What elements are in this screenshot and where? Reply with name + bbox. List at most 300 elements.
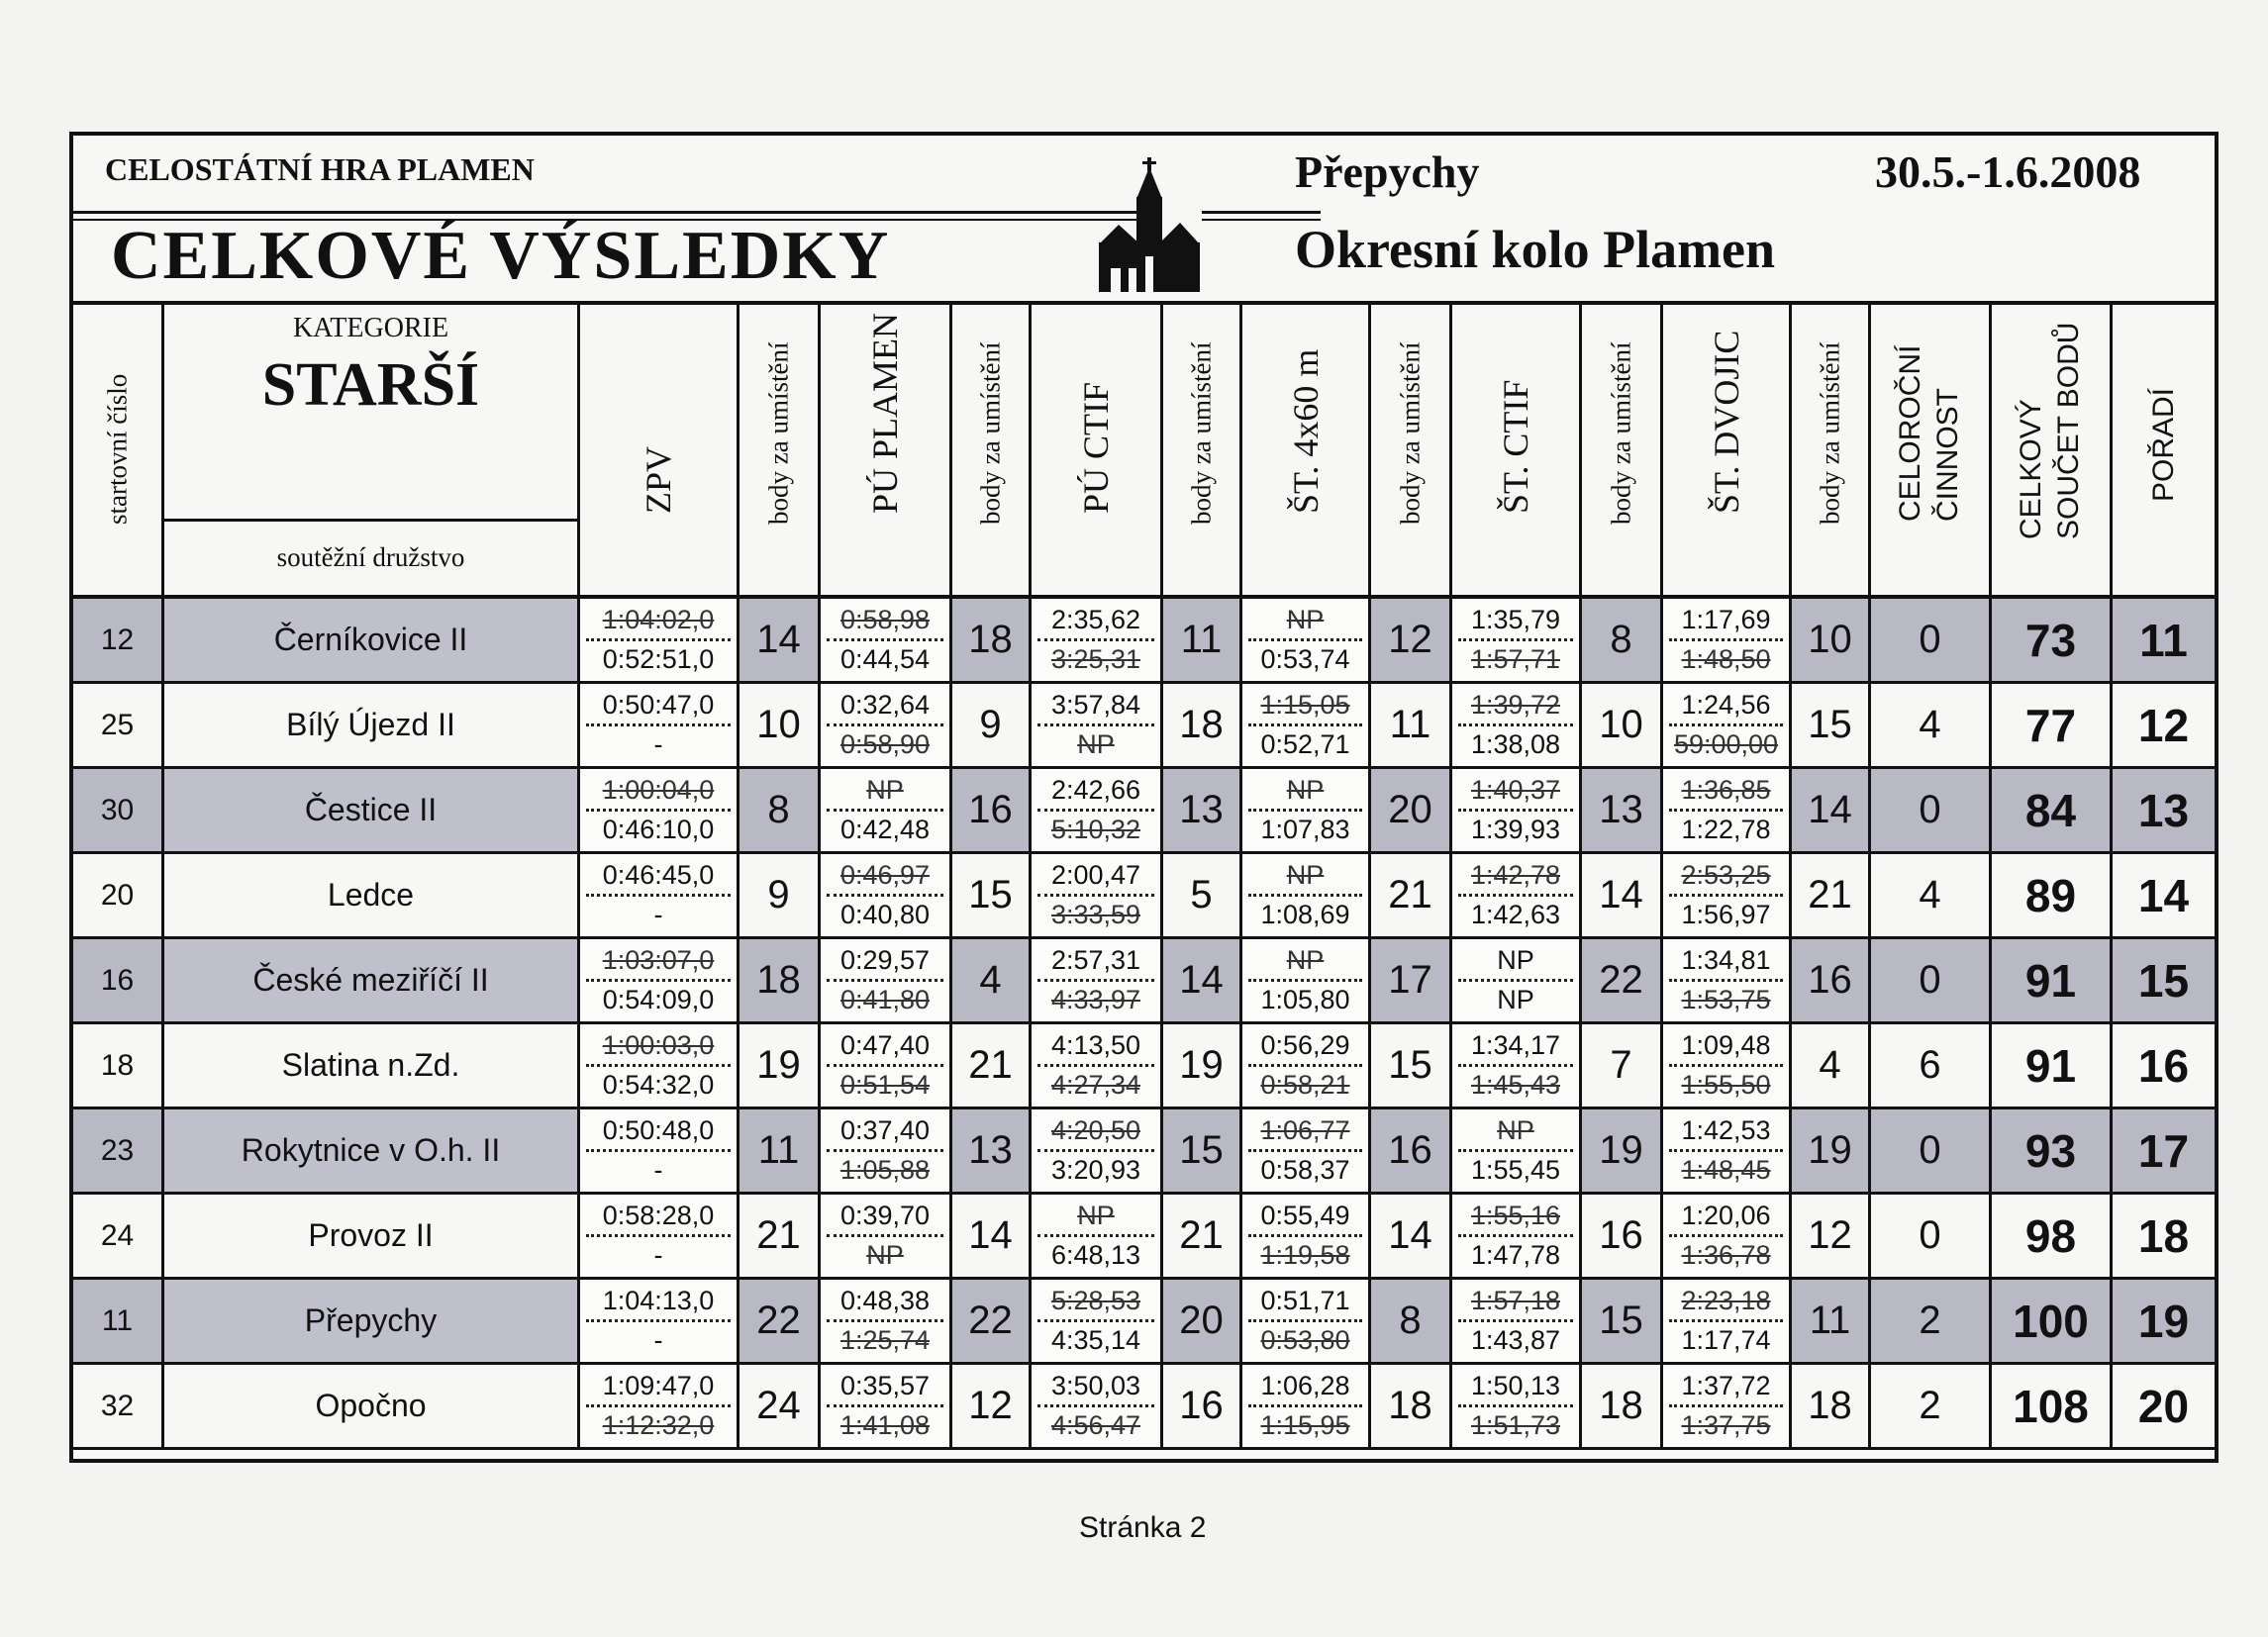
st-dvojic-points: 14	[1792, 769, 1871, 851]
col-points-label: body za umístění	[1186, 341, 1216, 525]
second-attempt-time: 1:38,08	[1470, 729, 1561, 759]
celorocni-value: 4	[1871, 684, 1992, 766]
total-points: 89	[1992, 854, 2113, 936]
team-name: České meziříčí II	[164, 939, 580, 1021]
pu-plamen-times	[821, 1365, 952, 1447]
celorocni-value: 0	[1871, 939, 1992, 1021]
event-place: Přepychy	[1295, 146, 1480, 197]
st-dvojic-points: 16	[1792, 939, 1871, 1021]
second-attempt-time: 1:55,45	[1470, 1155, 1561, 1185]
first-attempt-time: 2:53,25	[1669, 857, 1783, 897]
rank: 11	[2113, 599, 2215, 681]
second-attempt-time: 1:15,95	[1260, 1410, 1350, 1440]
col-points-4	[1371, 301, 1452, 595]
pu-plamen-points: 22	[952, 1280, 1032, 1362]
category-divider	[164, 519, 577, 522]
second-attempt-time: 0:58,37	[1260, 1155, 1350, 1185]
pu-ctif-points: 21	[1163, 1195, 1242, 1277]
second-attempt-time: 1:17,74	[1681, 1325, 1771, 1355]
st-dvojic-times	[1663, 939, 1792, 1021]
celorocni-value: 0	[1871, 769, 1992, 851]
st-dvojic-times	[1663, 1109, 1792, 1192]
zpv-points: 10	[740, 684, 821, 766]
first-attempt-time: 0:32,64	[827, 687, 943, 726]
celorocni-value: 0	[1871, 599, 1992, 681]
col-celorocni-line2: ČINNOST	[1930, 388, 1964, 522]
zpv-times	[580, 1365, 740, 1447]
first-attempt-time: 1:09:47,0	[586, 1368, 731, 1407]
pu-ctif-points: 19	[1163, 1024, 1242, 1107]
first-attempt-time: 1:37,72	[1669, 1368, 1783, 1407]
col-celkovy	[1992, 301, 2113, 595]
team-name: Čestice II	[164, 769, 580, 851]
st-ctif-points: 16	[1582, 1195, 1663, 1277]
pu-plamen-times	[821, 1280, 952, 1362]
team-name: Bílý Újezd II	[164, 684, 580, 766]
first-attempt-time: 0:55,49	[1248, 1198, 1362, 1237]
st-ctif-times	[1452, 939, 1582, 1021]
rank: 19	[2113, 1280, 2215, 1362]
table-row	[73, 1365, 2215, 1450]
pu-plamen-points: 12	[952, 1365, 1032, 1447]
second-attempt-time: 1:56,97	[1681, 900, 1771, 929]
col-poradi	[2113, 301, 2215, 595]
pu-plamen-points: 21	[952, 1024, 1032, 1107]
col-celkovy-line1: CELKOVÝ	[2014, 399, 2047, 539]
st-4x60-times	[1242, 684, 1371, 766]
start-number: 30	[73, 769, 164, 851]
st-dvojic-times	[1663, 1280, 1792, 1362]
pu-ctif-times	[1032, 769, 1163, 851]
first-attempt-time: 4:20,50	[1037, 1112, 1154, 1152]
st-4x60-points: 11	[1371, 684, 1452, 766]
second-attempt-time: 0:54:32,0	[602, 1070, 715, 1100]
first-attempt-time: 0:46:45,0	[586, 857, 731, 897]
st-dvojic-points: 18	[1792, 1365, 1871, 1447]
second-attempt-time: 0:58,90	[839, 729, 931, 759]
col-points-2	[952, 301, 1032, 595]
first-attempt-time: 1:40,37	[1458, 772, 1573, 812]
zpv-points: 18	[740, 939, 821, 1021]
first-attempt-time: 1:09,48	[1669, 1027, 1783, 1067]
celorocni-value: 2	[1871, 1280, 1992, 1362]
second-attempt-time: 0:44,54	[839, 644, 931, 674]
st-4x60-times	[1242, 1195, 1371, 1277]
second-attempt-time: 59:00,00	[1673, 729, 1779, 759]
st-4x60-times	[1242, 1280, 1371, 1362]
st-ctif-points: 22	[1582, 939, 1663, 1021]
start-number: 25	[73, 684, 164, 766]
first-attempt-time: 0:29,57	[827, 942, 943, 982]
second-attempt-time: -	[653, 729, 663, 759]
pu-plamen-times	[821, 854, 952, 936]
pu-plamen-points: 4	[952, 939, 1032, 1021]
first-attempt-time: NP	[1248, 602, 1362, 641]
first-attempt-time: 1:24,56	[1669, 687, 1783, 726]
first-attempt-time: NP	[1248, 772, 1362, 812]
start-number: 16	[73, 939, 164, 1021]
first-attempt-time: 3:50,03	[1037, 1368, 1154, 1407]
second-attempt-time: 3:25,31	[1050, 644, 1141, 674]
second-attempt-time: 1:48,45	[1681, 1155, 1771, 1185]
start-number: 24	[73, 1195, 164, 1277]
first-attempt-time: 1:20,06	[1669, 1198, 1783, 1237]
table-row	[73, 684, 2215, 769]
zpv-points: 24	[740, 1365, 821, 1447]
team-name: Opočno	[164, 1365, 580, 1447]
first-attempt-time: NP	[827, 772, 943, 812]
pu-ctif-points: 15	[1163, 1109, 1242, 1192]
table-row	[73, 939, 2215, 1024]
second-attempt-time: 1:45,43	[1470, 1070, 1561, 1100]
zpv-times	[580, 1280, 740, 1362]
event-round: Okresní kolo Plamen	[1295, 220, 1776, 279]
second-attempt-time: 0:58,21	[1260, 1070, 1350, 1100]
first-attempt-time: 1:39,72	[1458, 687, 1573, 726]
second-attempt-time: 1:41,08	[839, 1410, 931, 1440]
pu-ctif-times	[1032, 684, 1163, 766]
celorocni-value: 0	[1871, 1109, 1992, 1192]
col-pu-plamen-label: PÚ PLAMEN	[865, 312, 905, 514]
st-dvojic-points: 4	[1792, 1024, 1871, 1107]
col-st-4x60-label: ŠT. 4x60 m	[1285, 348, 1326, 514]
st-ctif-times	[1452, 599, 1582, 681]
first-attempt-time: 0:46,97	[827, 857, 943, 897]
second-attempt-time: 0:53,80	[1260, 1325, 1350, 1355]
pu-ctif-points: 5	[1163, 854, 1242, 936]
header-rule	[73, 211, 1142, 214]
zpv-times	[580, 599, 740, 681]
col-points-label: body za umístění	[1606, 341, 1635, 525]
st-dvojic-points: 10	[1792, 599, 1871, 681]
zpv-times	[580, 684, 740, 766]
st-4x60-times	[1242, 599, 1371, 681]
first-attempt-time: 1:06,28	[1248, 1368, 1362, 1407]
st-dvojic-times	[1663, 684, 1792, 766]
pu-ctif-points: 13	[1163, 769, 1242, 851]
pu-plamen-times	[821, 769, 952, 851]
col-points-label: body za umístění	[1815, 341, 1844, 525]
second-attempt-time: 0:51,54	[839, 1070, 931, 1100]
team-name: Provoz II	[164, 1195, 580, 1277]
organization-title: CELOSTÁTNÍ HRA PLAMEN	[105, 151, 535, 187]
zpv-points: 14	[740, 599, 821, 681]
total-points: 77	[1992, 684, 2113, 766]
zpv-times	[580, 769, 740, 851]
total-points: 84	[1992, 769, 2113, 851]
category-value: STARŠÍ	[261, 351, 480, 419]
st-4x60-points: 16	[1371, 1109, 1452, 1192]
table-row	[73, 1195, 2215, 1280]
col-celkovy-line2: SOUČET BODŮ	[2051, 322, 2085, 539]
st-ctif-points: 19	[1582, 1109, 1663, 1192]
st-4x60-points: 20	[1371, 769, 1452, 851]
st-4x60-points: 12	[1371, 599, 1452, 681]
second-attempt-time: NP	[866, 1240, 904, 1270]
second-attempt-time: NP	[1077, 729, 1115, 759]
results-sheet	[69, 132, 2219, 1463]
team-column-label: soutěžní družstvo	[276, 542, 465, 572]
start-number: 12	[73, 599, 164, 681]
first-attempt-time: 2:35,62	[1037, 602, 1154, 641]
pu-ctif-times	[1032, 939, 1163, 1021]
zpv-times	[580, 939, 740, 1021]
pu-ctif-times	[1032, 1365, 1163, 1447]
second-attempt-time: 1:53,75	[1681, 985, 1771, 1014]
total-points: 93	[1992, 1109, 2113, 1192]
rank: 17	[2113, 1109, 2215, 1192]
st-4x60-times	[1242, 1109, 1371, 1192]
st-4x60-times	[1242, 854, 1371, 936]
zpv-points: 11	[740, 1109, 821, 1192]
team-name: Ledce	[164, 854, 580, 936]
col-pu-plamen	[821, 301, 952, 595]
st-ctif-times	[1452, 684, 1582, 766]
sheet-header	[73, 136, 2215, 305]
st-dvojic-points: 12	[1792, 1195, 1871, 1277]
table-row	[73, 1109, 2215, 1195]
first-attempt-time: 1:34,17	[1458, 1027, 1573, 1067]
col-pu-ctif-label: PÚ CTIF	[1076, 381, 1116, 514]
col-start-number	[73, 301, 164, 595]
pu-plamen-points: 16	[952, 769, 1032, 851]
total-points: 100	[1992, 1280, 2113, 1362]
second-attempt-time: -	[653, 1155, 663, 1185]
pu-ctif-times	[1032, 599, 1163, 681]
first-attempt-time: NP	[1037, 1198, 1154, 1237]
second-attempt-time: 3:20,93	[1050, 1155, 1141, 1185]
second-attempt-time: 4:27,34	[1050, 1070, 1141, 1100]
second-attempt-time: 1:51,73	[1470, 1410, 1561, 1440]
first-attempt-time: 1:35,79	[1458, 602, 1573, 641]
first-attempt-time: 0:56,29	[1248, 1027, 1362, 1067]
first-attempt-time: 1:34,81	[1669, 942, 1783, 982]
pu-plamen-points: 14	[952, 1195, 1032, 1277]
first-attempt-time: 1:06,77	[1248, 1112, 1362, 1152]
col-st-ctif-label: ŠT. CTIF	[1496, 379, 1535, 514]
first-attempt-time: 5:28,53	[1037, 1283, 1154, 1322]
total-points: 108	[1992, 1365, 2113, 1447]
pu-ctif-points: 20	[1163, 1280, 1242, 1362]
first-attempt-time: 0:37,40	[827, 1112, 943, 1152]
celorocni-value: 0	[1871, 1195, 1992, 1277]
first-attempt-time: 1:36,85	[1669, 772, 1783, 812]
first-attempt-time: 1:42,53	[1669, 1112, 1783, 1152]
team-name: Černíkovice II	[164, 599, 580, 681]
pu-plamen-points: 18	[952, 599, 1032, 681]
col-celorocni-line1: CELOROČNÍ	[1893, 344, 1926, 522]
st-4x60-times	[1242, 1365, 1371, 1447]
second-attempt-time: 0:42,48	[839, 815, 931, 844]
second-attempt-time: 0:46:10,0	[602, 815, 715, 844]
category-header	[164, 301, 580, 595]
st-ctif-times	[1452, 769, 1582, 851]
total-points: 73	[1992, 599, 2113, 681]
first-attempt-time: NP	[1458, 942, 1573, 982]
col-points-label: body za umístění	[763, 341, 793, 525]
st-dvojic-times	[1663, 1365, 1792, 1447]
second-attempt-time: 1:39,93	[1470, 815, 1561, 844]
first-attempt-time: 0:48,38	[827, 1283, 943, 1322]
st-ctif-times	[1452, 1365, 1582, 1447]
first-attempt-time: 1:03:07,0	[586, 942, 731, 982]
second-attempt-time: 0:52:51,0	[602, 644, 715, 674]
zpv-times	[580, 854, 740, 936]
first-attempt-time: 1:00:04,0	[586, 772, 731, 812]
col-points-label: body za umístění	[975, 341, 1005, 525]
rank: 18	[2137, 1209, 2190, 1262]
st-ctif-points: 13	[1582, 769, 1663, 851]
st-4x60-times	[1242, 1024, 1371, 1107]
start-number: 20	[73, 854, 164, 936]
first-attempt-time: 2:57,31	[1037, 942, 1154, 982]
col-st-dvojic	[1663, 301, 1792, 595]
st-4x60-times	[1242, 939, 1371, 1021]
zpv-points: 21	[740, 1195, 821, 1277]
first-attempt-time: 0:35,57	[827, 1368, 943, 1407]
zpv-times	[580, 1109, 740, 1192]
col-st-dvojic-label: ŠT. DVOJIC	[1706, 330, 1746, 514]
rank: 20	[2137, 1380, 2190, 1432]
st-ctif-times	[1452, 1280, 1582, 1362]
pu-ctif-times	[1032, 1280, 1163, 1362]
st-ctif-points: 15	[1582, 1280, 1663, 1362]
table-row	[73, 599, 2215, 684]
first-attempt-time: 1:15,05	[1248, 687, 1362, 726]
col-points-3	[1163, 301, 1242, 595]
header-rule	[1202, 211, 1321, 214]
team-name: Slatina n.Zd.	[164, 1024, 580, 1107]
first-attempt-time: 0:39,70	[827, 1198, 943, 1237]
pu-plamen-times	[821, 1195, 952, 1277]
pu-plamen-times	[821, 599, 952, 681]
st-ctif-points: 10	[1582, 684, 1663, 766]
st-dvojic-times	[1663, 769, 1792, 851]
second-attempt-time: 1:48,50	[1681, 644, 1771, 674]
second-attempt-time: 0:52,71	[1260, 729, 1350, 759]
first-attempt-time: 1:04:02,0	[586, 602, 731, 641]
second-attempt-time: 1:25,74	[839, 1325, 931, 1355]
pu-ctif-points: 11	[1163, 599, 1242, 681]
st-dvojic-points: 11	[1792, 1280, 1871, 1362]
second-attempt-time: 1:19,58	[1260, 1240, 1350, 1270]
pu-ctif-times	[1032, 1024, 1163, 1107]
col-celorocni	[1871, 301, 1992, 595]
second-attempt-time: 1:43,87	[1470, 1325, 1561, 1355]
st-ctif-points: 8	[1582, 599, 1663, 681]
page-footer: Stránka 2	[1079, 1511, 1207, 1544]
castle-logo-icon	[1085, 157, 1214, 296]
second-attempt-time: 5:10,32	[1050, 815, 1141, 844]
first-attempt-time: 3:57,84	[1037, 687, 1154, 726]
col-poradi-label: POŘADÍ	[2146, 387, 2180, 502]
col-points-5	[1582, 301, 1663, 595]
pu-ctif-points: 14	[1163, 939, 1242, 1021]
first-attempt-time: 1:57,18	[1458, 1283, 1573, 1322]
second-attempt-time: -	[653, 1325, 663, 1355]
rank: 14	[2137, 869, 2190, 921]
second-attempt-time: -	[653, 1240, 663, 1270]
first-attempt-time: 1:04:13,0	[586, 1283, 731, 1322]
st-ctif-times	[1452, 1024, 1582, 1107]
first-attempt-time: NP	[1458, 1112, 1573, 1152]
second-attempt-time: 1:05,88	[839, 1155, 931, 1185]
start-number: 18	[73, 1024, 164, 1107]
second-attempt-time: 3:33,59	[1050, 900, 1141, 929]
second-attempt-time: 1:36,78	[1681, 1240, 1771, 1270]
table-row	[73, 769, 2215, 854]
zpv-points: 19	[740, 1024, 821, 1107]
celorocni-value: 2	[1871, 1365, 1992, 1447]
st-4x60-times	[1242, 769, 1371, 851]
st-dvojic-points: 21	[1792, 854, 1871, 936]
st-dvojic-points: 15	[1792, 684, 1871, 766]
second-attempt-time: 0:40,80	[839, 900, 931, 929]
second-attempt-time: 1:05,80	[1260, 985, 1350, 1014]
zpv-points: 9	[740, 854, 821, 936]
second-attempt-time: 1:37,75	[1681, 1410, 1771, 1440]
col-st-ctif	[1452, 301, 1582, 595]
st-ctif-times	[1452, 1195, 1582, 1277]
table-row	[73, 854, 2215, 939]
zpv-points: 22	[740, 1280, 821, 1362]
pu-plamen-points: 13	[952, 1109, 1032, 1192]
st-ctif-times	[1452, 1109, 1582, 1192]
total-points: 91	[1992, 939, 2113, 1021]
st-4x60-points: 21	[1371, 854, 1452, 936]
st-ctif-times	[1452, 854, 1582, 936]
second-attempt-time: 4:33,97	[1050, 985, 1141, 1014]
rank: 13	[2113, 769, 2215, 851]
col-points-6	[1792, 301, 1871, 595]
main-title: CELKOVÉ VÝSLEDKY	[111, 218, 891, 294]
celorocni-value: 4	[1871, 854, 1992, 936]
team-name: Rokytnice v O.h. II	[164, 1109, 580, 1192]
st-dvojic-times	[1663, 1195, 1792, 1277]
first-attempt-time: 0:47,40	[827, 1027, 943, 1067]
celorocni-value: 6	[1871, 1024, 1992, 1107]
first-attempt-time: NP	[1248, 942, 1362, 982]
st-dvojic-times	[1663, 1024, 1792, 1107]
start-number: 23	[73, 1109, 164, 1192]
second-attempt-time: 1:57,71	[1470, 644, 1561, 674]
first-attempt-time: 0:50:48,0	[586, 1112, 731, 1152]
st-4x60-points: 14	[1371, 1195, 1452, 1277]
st-4x60-points: 18	[1371, 1365, 1452, 1447]
second-attempt-time: 1:47,78	[1470, 1240, 1561, 1270]
first-attempt-time: 4:13,50	[1037, 1027, 1154, 1067]
pu-plamen-times	[821, 684, 952, 766]
pu-ctif-times	[1032, 854, 1163, 936]
first-attempt-time: 0:58,98	[827, 602, 943, 641]
col-start-label: startovní číslo	[102, 373, 132, 525]
st-4x60-points: 17	[1371, 939, 1452, 1021]
start-number: 11	[73, 1280, 164, 1362]
event-dates: 30.5.-1.6.2008	[1875, 146, 2141, 197]
second-attempt-time: 4:56,47	[1050, 1410, 1141, 1440]
second-attempt-time: 0:54:09,0	[602, 985, 715, 1014]
second-attempt-time: 0:53,74	[1260, 644, 1350, 674]
first-attempt-time: 2:23,18	[1669, 1283, 1783, 1322]
first-attempt-time: 1:42,78	[1458, 857, 1573, 897]
st-ctif-points: 7	[1582, 1024, 1663, 1107]
pu-ctif-times	[1032, 1109, 1163, 1192]
second-attempt-time: 0:41,80	[839, 985, 931, 1014]
second-attempt-time: 1:08,69	[1260, 900, 1350, 929]
first-attempt-time: 2:42,66	[1037, 772, 1154, 812]
first-attempt-time: 1:55,16	[1458, 1198, 1573, 1237]
team-name: Přepychy	[164, 1280, 580, 1362]
